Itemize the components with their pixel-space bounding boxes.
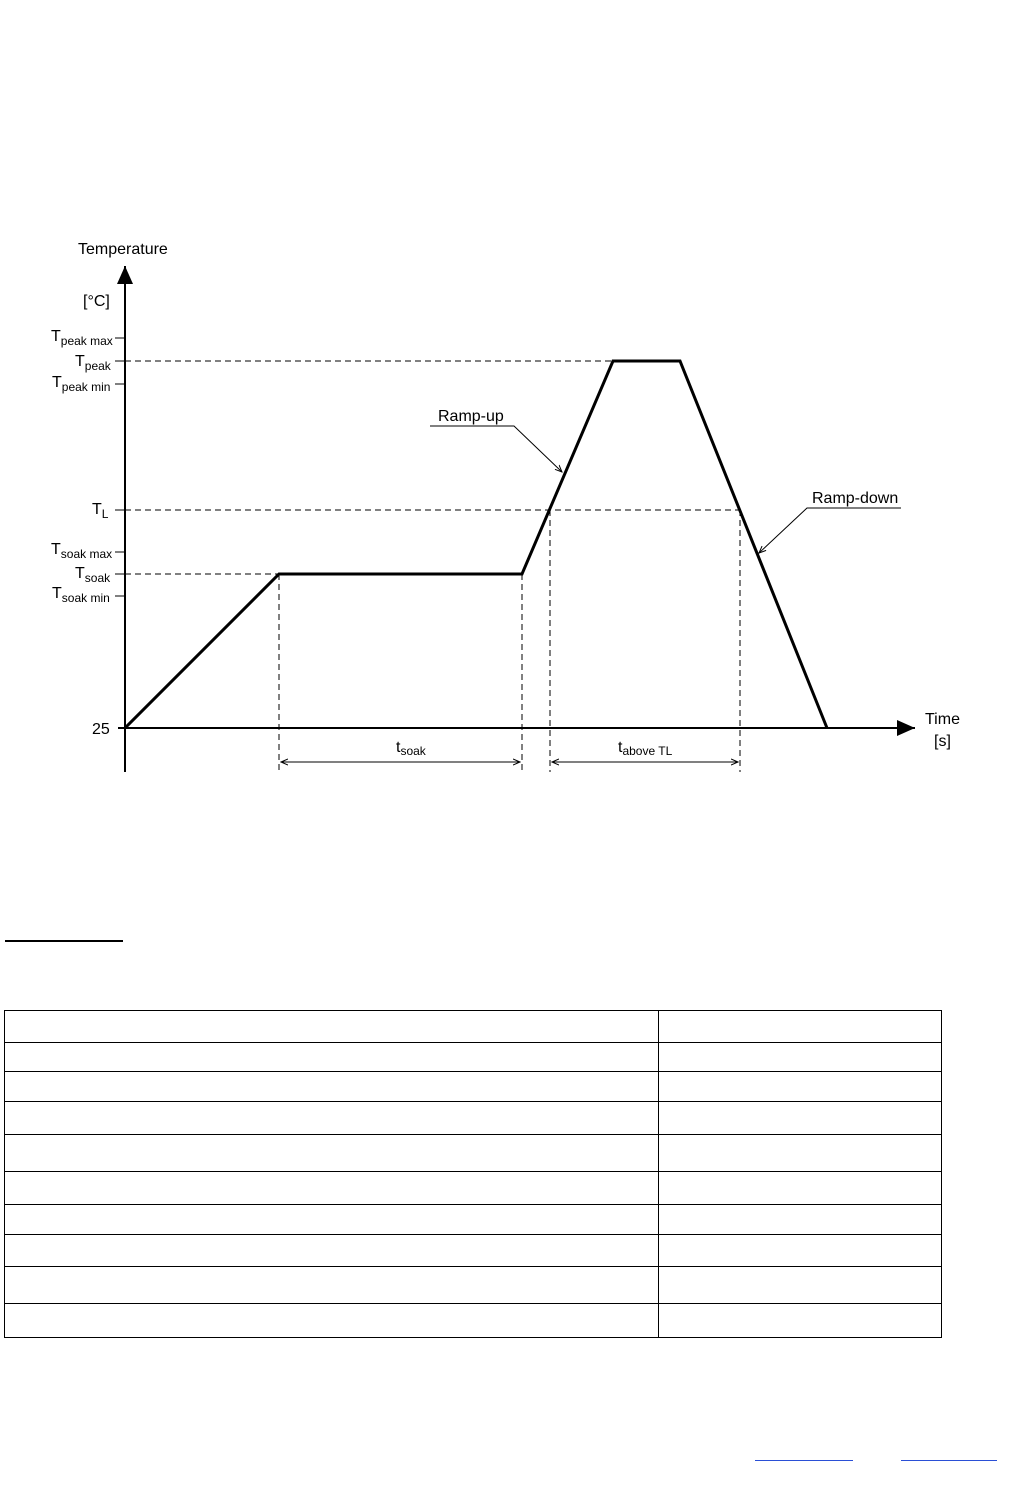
table-cell [659,1235,942,1267]
table-cell [5,1205,659,1235]
label-tsoak: $T_{soak}$ [75,565,111,585]
x-axis-unit: [s] [934,733,951,750]
guide-lines [125,361,740,772]
section-heading-underline [5,940,123,942]
table-cell [659,1304,942,1338]
table-row [5,1102,942,1135]
y-axis-unit: [°C] [83,293,110,310]
table-cell [5,1304,659,1338]
table-cell [5,1102,659,1135]
table-cell [659,1102,942,1135]
table-cell [659,1172,942,1205]
footer-link-2[interactable] [901,1460,997,1461]
table-cell [659,1135,942,1172]
table-cell [5,1043,659,1072]
label-tpeak-min: $T_{peak min}$ [52,374,111,394]
table-row [5,1072,942,1102]
table-cell [5,1011,659,1043]
table-cell [659,1072,942,1102]
ramp-down-leader [759,508,901,553]
footer-link-1[interactable] [755,1460,853,1461]
x-axis-title: Time [925,711,960,728]
label-tsoak-min: $T_{soak min}$ [52,585,110,605]
table-row [5,1011,942,1043]
table-row [5,1205,942,1235]
table-cell [5,1267,659,1304]
table-row [5,1172,942,1205]
label-tsoak-max: $T_{soak max}$ [51,541,113,561]
table-cell [5,1235,659,1267]
table-cell [5,1135,659,1172]
ramp-up-label: Ramp-up [438,408,504,425]
table-cell [659,1011,942,1043]
table-cell [5,1072,659,1102]
label-tl: $T_L$ [92,501,109,521]
table-cell [659,1205,942,1235]
table-row [5,1135,942,1172]
table-cell [659,1043,942,1072]
span-soak-label: tsoak [396,739,426,758]
table-row [5,1235,942,1267]
profile-parameter-table [4,1010,942,1338]
table-row [5,1043,942,1072]
table-row [5,1304,942,1338]
table-cell [659,1267,942,1304]
label-origin: 25 [92,721,110,738]
table-cell [5,1172,659,1205]
table-row [5,1267,942,1304]
label-tpeak: $T_{peak}$ [75,353,111,373]
ramp-down-label: Ramp-down [812,490,899,507]
label-tpeak-max: $T_{peak max}$ [51,328,113,348]
ramp-up-leader [430,426,562,472]
y-axis-title: Temperature [78,241,168,258]
span-above-tl-label: tabove TL [618,739,673,758]
y-ticks [115,338,125,596]
